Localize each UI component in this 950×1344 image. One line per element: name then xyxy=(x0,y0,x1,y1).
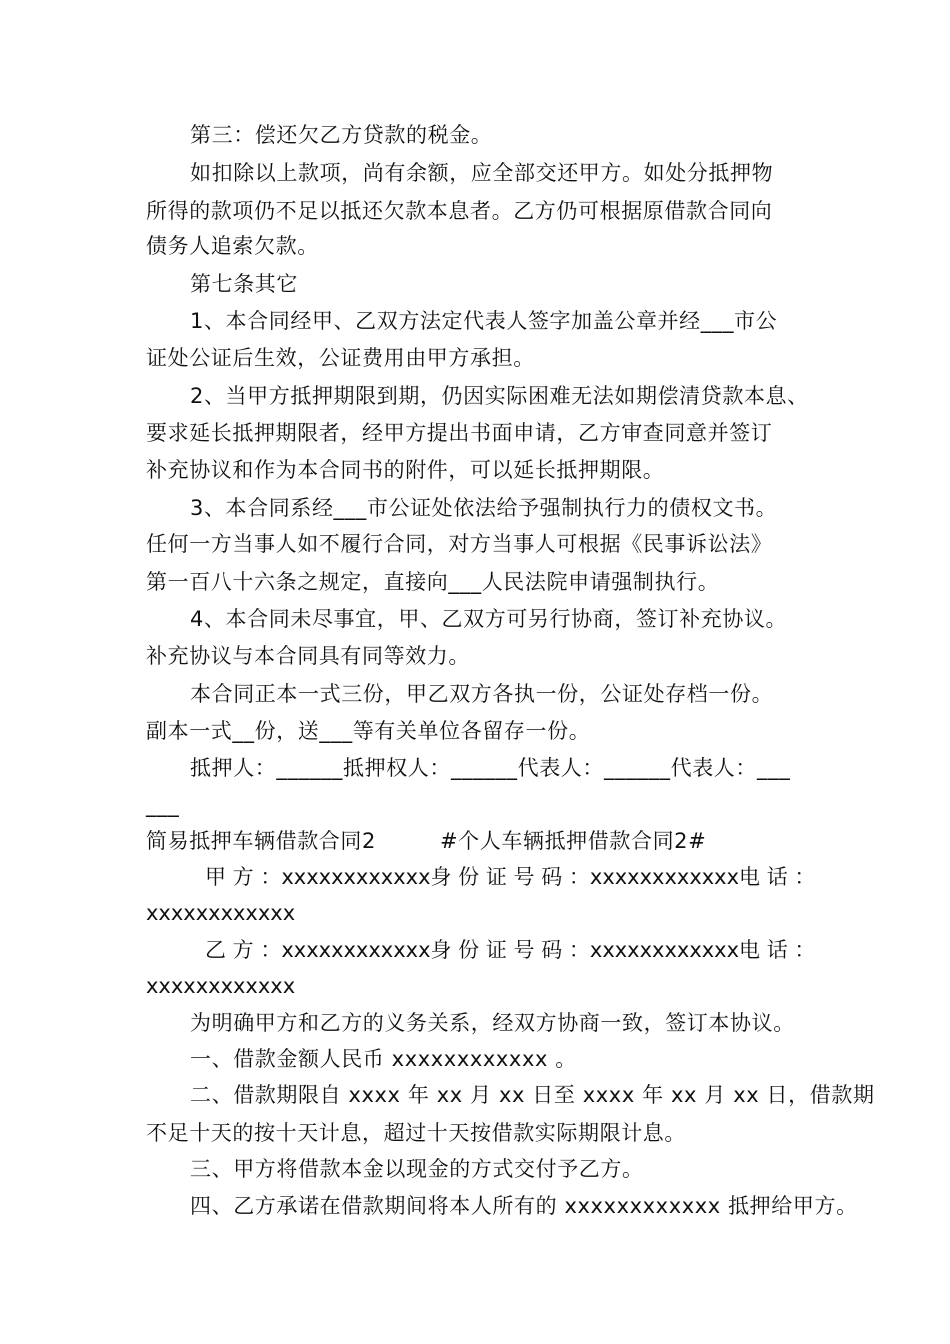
paragraph-line: 副本一式__份，送___等有关单位各留存一份。 xyxy=(146,719,591,743)
party-a-line xyxy=(205,862,816,892)
paragraph-line: 第一百八十六条之规定，直接向___人民法院申请强制执行。 xyxy=(146,570,720,594)
title-left: 简易抵押车辆借款合同2 xyxy=(146,829,376,853)
paragraph-line: 证处公证后生效，公证费用由甲方承担。 xyxy=(146,346,535,370)
section-heading: 第七条其它 xyxy=(190,272,298,296)
party-a-phone: xxxxxxxxxxxx xyxy=(146,901,296,925)
paragraph-line: 本合同正本一式三份，甲乙双方各执一份，公证处存档一份。 xyxy=(190,682,774,706)
signature-line-cont: ___ xyxy=(146,793,180,817)
party-a-phone-label: 电 话 ： xyxy=(739,865,816,889)
party-b-label: 乙 方 ： xyxy=(205,938,282,962)
paragraph-line: 1、本合同经甲、乙双方法定代表人签字加盖公章并经___市公 xyxy=(190,309,778,333)
party-b-id-label: 身 份 证 号 码 ： xyxy=(430,938,590,962)
party-a-id-label: 身 份 证 号 码 ： xyxy=(430,865,590,889)
paragraph-line: 要求延长抵押期限者，经甲方提出书面申请，乙方审查同意并签订 xyxy=(146,421,773,445)
paragraph-line: 所得的款项仍不足以抵还欠款本息者。乙方仍可根据原借款合同向 xyxy=(146,199,773,223)
paragraph-line: 二、借款期限自 xxxx 年 xx 月 xx 日至 xxxx 年 xx 月 xx 日，借款期 xyxy=(190,1083,875,1107)
party-b-id: xxxxxxxxxxxx xyxy=(589,938,740,962)
paragraph-line: 第三：偿还欠乙方贷款的税金。 xyxy=(190,123,493,147)
contract-title xyxy=(146,826,706,856)
paragraph-line: 不足十天的按十天计息，超过十天按借款实际期限计息。 xyxy=(146,1121,686,1145)
paragraph-line: 为明确甲方和乙方的义务关系，经双方协商一致，签订本协议。 xyxy=(190,1011,795,1035)
paragraph-line: 4、本合同未尽事宜，甲、乙双方可另行协商，签订补充协议。 xyxy=(190,607,788,631)
title-right: #个人车辆抵押借款合同2# xyxy=(439,829,707,853)
party-b-phone: xxxxxxxxxxxx xyxy=(146,974,296,998)
signature-line: 抵押人：______抵押权人：______代表人：______代表人：___ xyxy=(190,756,791,780)
party-b-line xyxy=(205,935,816,965)
party-a-label: 甲 方 ： xyxy=(205,865,282,889)
paragraph-line: 三、甲方将借款本金以现金的方式交付予乙方。 xyxy=(190,1157,644,1181)
paragraph-line: 补充协议与本合同具有同等效力。 xyxy=(146,644,470,668)
paragraph-line: 一、借款金额人民币 xxxxxxxxxxxx 。 xyxy=(190,1047,577,1071)
paragraph-line: 四、乙方承诺在借款期间将本人所有的 xxxxxxxxxxxx 抵押给甲方。 xyxy=(190,1194,858,1218)
paragraph-line: 2、当甲方抵押期限到期，仍因实际困难无法如期偿清贷款本息、 xyxy=(190,384,809,408)
paragraph-line: 3、本合同系经___市公证处依法给予强制执行力的债权文书。 xyxy=(190,496,778,520)
party-b-phone-label: 电 话 ： xyxy=(739,938,816,962)
paragraph-line: 债务人追索欠款。 xyxy=(146,234,319,258)
party-a-id: xxxxxxxxxxxx xyxy=(589,865,740,889)
paragraph-line: 补充协议和作为本合同书的附件，可以延长抵押期限。 xyxy=(146,458,665,482)
paragraph-line: 如扣除以上款项，尚有余额，应全部交还甲方。如处分抵押物 xyxy=(190,161,774,185)
paragraph-line: 任何一方当事人如不履行合同，对方当事人可根据《民事诉讼法》 xyxy=(146,532,773,556)
party-a-name: xxxxxxxxxxxx xyxy=(281,865,431,889)
party-b-name: xxxxxxxxxxxx xyxy=(281,938,431,962)
